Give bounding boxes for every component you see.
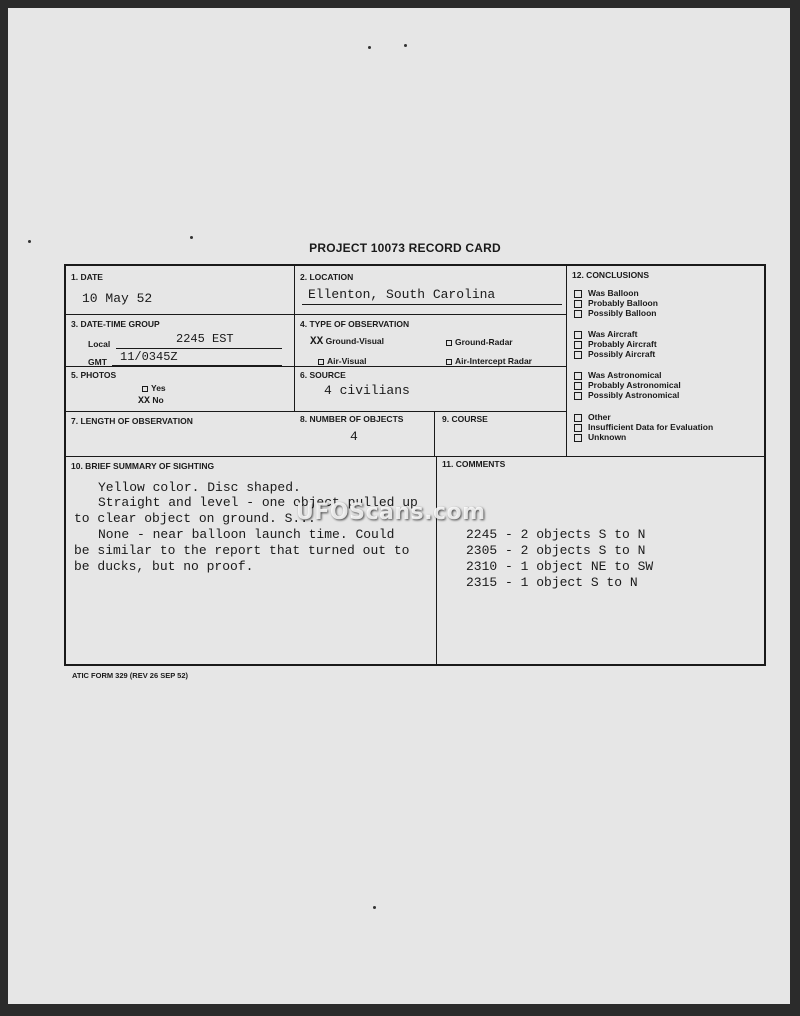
scan-border-top — [0, 0, 800, 8]
conclusion-option — [574, 422, 774, 432]
conclusions-group-aircraft — [574, 329, 774, 359]
conclusion-option — [574, 308, 774, 318]
conclusion-text: Possibly Balloon — [588, 308, 657, 318]
form-number: ATIC FORM 329 (REV 26 SEP 52) — [72, 671, 189, 680]
location-underline — [302, 304, 562, 305]
conclusion-text: Probably Balloon — [588, 298, 658, 308]
conclusion-text: Possibly Aircraft — [588, 349, 656, 359]
divider — [436, 456, 437, 664]
ground-visual-text: Ground-Visual — [325, 336, 384, 346]
divider — [66, 366, 566, 367]
photos-yes-option — [142, 383, 166, 393]
conclusion-checkbox — [574, 414, 582, 422]
conclusion-checkbox — [574, 351, 582, 359]
photos-yes-checkbox — [142, 386, 148, 392]
divider — [566, 266, 567, 456]
number-of-objects-value: 4 — [350, 429, 358, 444]
date-time-group-label: 3. DATE-TIME GROUP — [71, 319, 160, 329]
conclusions-group-other — [574, 412, 774, 442]
conclusion-text: Probably Astronomical — [588, 380, 681, 390]
air-visual-checkbox — [318, 359, 324, 365]
location-label: 2. LOCATION — [300, 272, 354, 282]
photos-yes-text: Yes — [151, 383, 166, 393]
conclusion-checkbox — [574, 434, 582, 442]
conclusion-option — [574, 298, 774, 308]
scan-speck — [190, 236, 193, 239]
comment-line: 2245 - 2 objects S to N — [466, 527, 646, 542]
local-underline — [116, 348, 282, 349]
ground-visual-option — [310, 336, 384, 348]
date-value: 10 May 52 — [82, 291, 153, 306]
conclusion-checkbox — [574, 300, 582, 308]
number-of-objects-label: 8. NUMBER OF OBJECTS — [300, 414, 404, 424]
conclusion-text: Was Astronomical — [588, 370, 662, 380]
conclusion-text: Insufficient Data for Evaluation — [588, 422, 714, 432]
ground-radar-checkbox — [446, 340, 452, 346]
record-card — [64, 264, 766, 666]
ground-visual-mark: XX — [310, 336, 324, 348]
divider — [66, 456, 766, 457]
course-label: 9. COURSE — [442, 414, 488, 424]
divider — [66, 314, 566, 315]
length-of-observation-label: 7. LENGTH OF OBSERVATION — [71, 416, 193, 426]
conclusions-group-balloon — [574, 288, 774, 318]
conclusion-option — [574, 288, 774, 298]
conclusion-option — [574, 432, 774, 442]
scan-speck — [28, 240, 31, 243]
comment-line: 2305 - 2 objects S to N — [466, 543, 646, 558]
conclusion-checkbox — [574, 331, 582, 339]
conclusion-option — [574, 380, 774, 390]
summary-line: to clear object on ground. S... — [74, 511, 316, 526]
divider — [66, 411, 566, 412]
conclusions-label: 12. CONCLUSIONS — [572, 270, 649, 280]
gmt-underline — [112, 365, 282, 366]
conclusion-option — [574, 349, 774, 359]
comment-line: 2315 - 1 object S to N — [466, 575, 638, 590]
conclusion-text: Possibly Astronomical — [588, 390, 680, 400]
ground-radar-option — [446, 337, 513, 347]
photos-no-text: No — [152, 395, 164, 405]
conclusion-option — [574, 329, 774, 339]
summary-line: be similar to the report that turned out to — [74, 543, 410, 558]
conclusion-text: Was Aircraft — [588, 329, 638, 339]
divider — [294, 266, 295, 411]
conclusions-group-astronomical — [574, 370, 774, 400]
conclusion-checkbox — [574, 382, 582, 390]
comment-line: 2310 - 1 object NE to SW — [466, 559, 654, 574]
brief-summary-label: 10. BRIEF SUMMARY OF SIGHTING — [71, 461, 215, 471]
local-label: Local — [88, 339, 111, 349]
air-intercept-radar-text: Air-Intercept Radar — [455, 356, 532, 366]
conclusion-option — [574, 412, 774, 422]
scan-speck — [368, 46, 371, 49]
conclusion-option — [574, 339, 774, 349]
air-intercept-radar-checkbox — [446, 359, 452, 365]
location-value: Ellenton, South Carolina — [308, 287, 496, 302]
gmt-label: GMT — [88, 357, 107, 367]
scan-speck — [404, 44, 407, 47]
conclusion-checkbox — [574, 392, 582, 400]
card-title: PROJECT 10073 RECORD CARD — [309, 241, 501, 255]
conclusion-option — [574, 370, 774, 380]
conclusion-option — [574, 390, 774, 400]
summary-line: Straight and level - one object pulled up — [98, 495, 418, 510]
comments-label: 11. COMMENTS — [442, 459, 506, 469]
date-label: 1. DATE — [71, 272, 103, 282]
conclusion-text: Other — [588, 412, 611, 422]
ground-radar-text: Ground-Radar — [455, 337, 513, 347]
conclusion-checkbox — [574, 424, 582, 432]
conclusion-checkbox — [574, 341, 582, 349]
source-label: 6. SOURCE — [300, 370, 346, 380]
conclusion-checkbox — [574, 310, 582, 318]
air-visual-text: Air-Visual — [327, 356, 367, 366]
conclusion-text: Unknown — [588, 432, 627, 442]
local-value: 2245 EST — [176, 332, 234, 346]
photos-label: 5. PHOTOS — [71, 370, 117, 380]
photos-no-mark: XX — [138, 396, 151, 407]
type-of-observation-label: 4. TYPE OF OBSERVATION — [300, 319, 410, 329]
gmt-value: 11/0345Z — [120, 350, 178, 364]
summary-line: be ducks, but no proof. — [74, 559, 254, 574]
scan-speck — [373, 906, 376, 909]
conclusion-text: Probably Aircraft — [588, 339, 657, 349]
watermark: UFOScans.com — [296, 500, 486, 525]
source-value: 4 civilians — [324, 383, 410, 398]
air-intercept-radar-option — [446, 356, 532, 366]
divider — [434, 411, 435, 456]
photos-no-option — [138, 395, 164, 407]
conclusion-text: Was Balloon — [588, 288, 639, 298]
air-visual-option — [318, 356, 367, 366]
conclusion-checkbox — [574, 372, 582, 380]
conclusion-checkbox — [574, 290, 582, 298]
summary-line: Yellow color. Disc shaped. — [98, 480, 301, 495]
summary-line: None - near balloon launch time. Could — [98, 527, 395, 542]
